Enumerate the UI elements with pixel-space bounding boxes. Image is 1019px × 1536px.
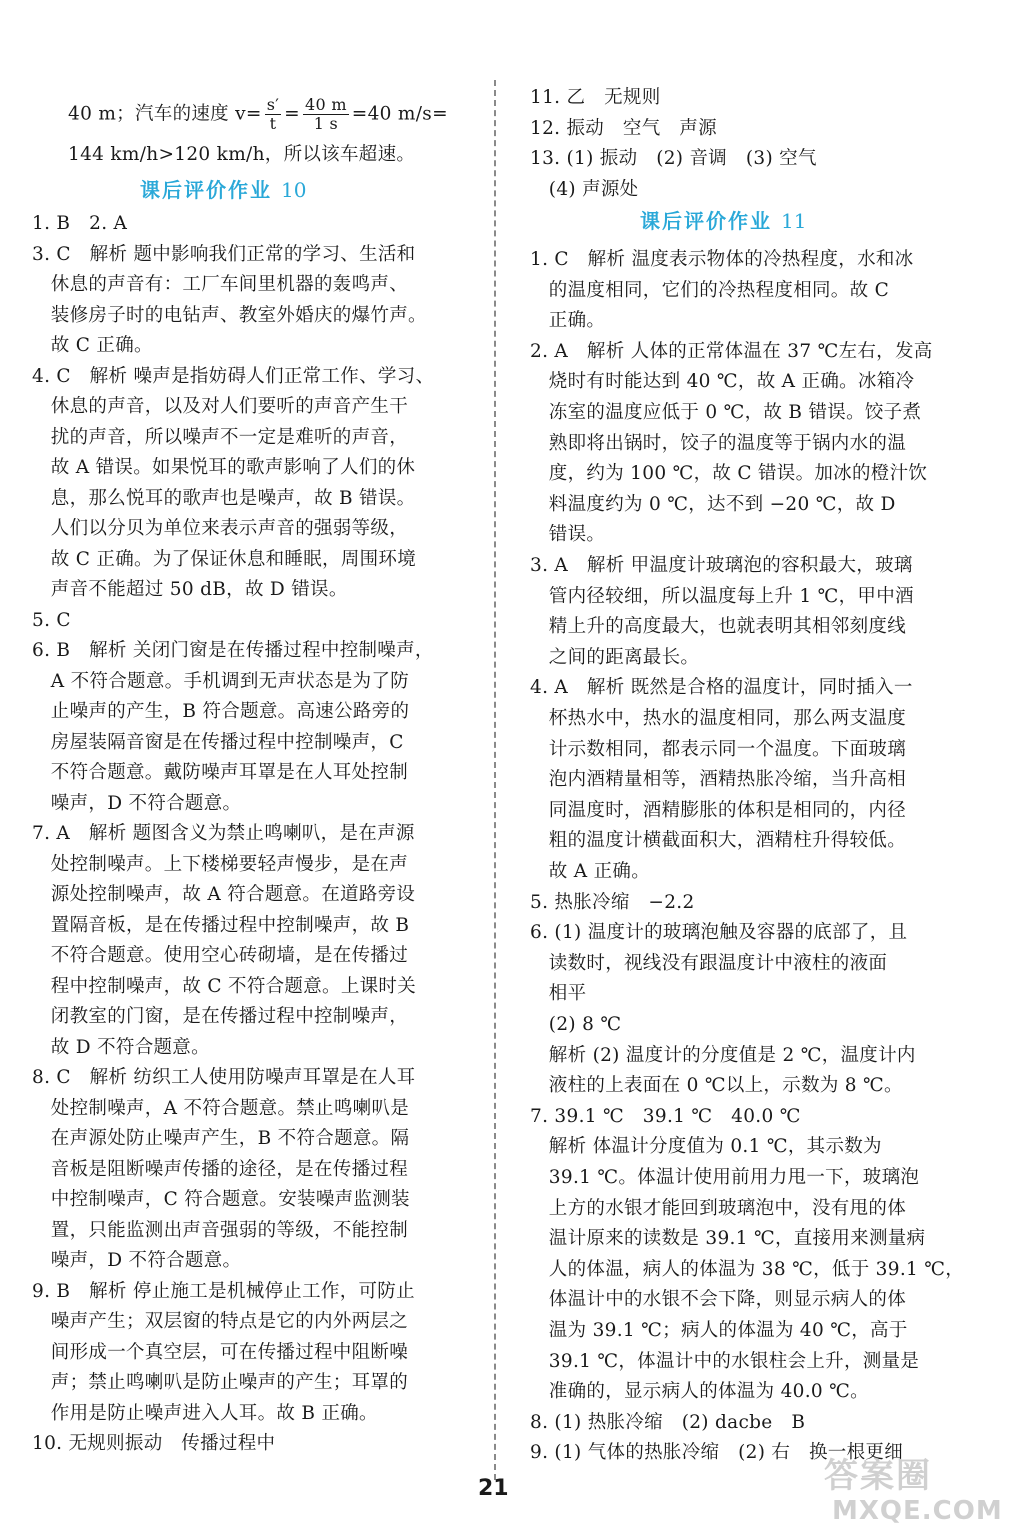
answer-line: 噪声，D 不符合题意。: [32, 1250, 242, 1271]
answer-line: 相平: [530, 983, 587, 1005]
answer-line: 故 A 正确。: [530, 861, 651, 882]
answer-line: 故 C 正确。: [32, 335, 153, 356]
heading-number: 11: [780, 209, 807, 233]
answer-line: 管内径较细，所以温度每上升 1 ℃，甲中酒: [530, 585, 914, 607]
answer-line: 39.1 ℃，体温计中的水银柱会上升，测量是: [530, 1350, 920, 1372]
answer-line: 置隔音板，是在传播过程中控制噪声，故 B: [32, 914, 410, 936]
answer-line: 中控制噪声，C 符合题意。安装噪声监测装: [32, 1189, 410, 1210]
answer-line: 粗的温度计横截面积大，酒精柱升得较低。: [530, 830, 907, 852]
answer-line: 9. (1) 气体的热胀冷缩 (2) 右 换一根更细: [530, 1442, 904, 1464]
answer-line: 6. (1) 温度计的玻璃泡触及容器的底部了，且: [530, 922, 908, 944]
answer-line: 装修房子时的电钻声、教室外婚庆的爆竹声。: [32, 304, 427, 326]
answer-line: 度，约为 100 ℃，故 C 错误。加冰的橙汁饮: [530, 463, 928, 485]
answer-line: 声音不能超过 50 dB，故 D 错误。: [32, 579, 348, 600]
answer-line: 8. C 解析 纺织工人使用防噪声耳罩是在人耳: [32, 1067, 416, 1088]
answer-line: 声；禁止鸣喇叭是防止噪声的产生；耳罩的: [32, 1372, 409, 1393]
velocity-line: [68, 96, 448, 133]
equals-sign: =: [284, 103, 300, 125]
velocity-text-post: =40 m/s=: [351, 103, 448, 125]
page-number: 21: [478, 1476, 509, 1501]
fraction-denominator: t: [269, 114, 277, 133]
answer-line: 故 D 不符合题意。: [32, 1036, 210, 1058]
answer-line: 息，那么悦耳的歌声也是噪声，故 B 错误。: [32, 487, 416, 509]
answer-line: 1. B 2. A: [32, 213, 128, 234]
answer-line: 解析 体温计分度值为 0.1 ℃，其示数为: [530, 1136, 882, 1158]
watermark-text-cn: 答案圈: [824, 1456, 932, 1496]
answer-line: 人们以分贝为单位来表示声音的强弱等级，: [32, 518, 409, 539]
answer-line: 10. 无规则振动 传播过程中: [32, 1433, 276, 1454]
fraction-s-over-t: [265, 96, 281, 133]
answer-line: 计示数相同，都表示同一个温度。下面玻璃: [530, 738, 907, 760]
answer-line: 扰的声音，所以噪声不一定是难听的声音，: [32, 426, 409, 448]
answer-line: 准确的，显示病人的体温为 40.0 ℃。: [530, 1381, 869, 1403]
answer-line: 噪声，D 不符合题意。: [32, 792, 242, 814]
answer-line: 休息的声音，以及对人们要听的声音产生干: [32, 396, 409, 417]
answer-line: (2) 8 ℃: [530, 1014, 622, 1035]
answer-line: 的温度相同，它们的冷热程度相同。故 C: [530, 279, 890, 301]
answer-line: 程中控制噪声，故 C 不符合题意。上课时关: [32, 975, 417, 997]
answer-line: 1. C 解析 温度表示物体的冷热程度，水和冰: [530, 249, 914, 270]
answer-line: 房屋装隔音窗是在传播过程中控制噪声，C: [32, 731, 404, 753]
answer-line: 8. (1) 热胀冷缩 (2) dacbe B: [530, 1411, 806, 1433]
answer-line: 13. (1) 振动 (2) 音调 (3) 空气: [530, 148, 817, 169]
answer-line: 精上升的高度最大，也就表明其相邻刻度线: [530, 616, 907, 638]
answer-line: 处控制噪声。上下楼梯要轻声慢步，是在声: [32, 853, 409, 875]
answer-line: 源处控制噪声，故 A 符合题意。在道路旁设: [32, 884, 416, 905]
watermark-logo: [818, 1448, 1008, 1530]
answer-line: 同温度时，酒精膨胀的体积是相同的，内径: [530, 799, 907, 821]
answer-line: 正确。: [530, 310, 606, 332]
answer-line: 烧时有时能达到 40 ℃，故 A 正确。冰箱冷: [530, 371, 915, 393]
answer-line: 不符合题意。使用空心砖砌墙，是在传播过: [32, 945, 409, 966]
section-heading-11: [640, 208, 806, 234]
velocity-text-pre: 40 m；汽车的速度 v=: [68, 103, 262, 125]
answer-line: 液柱的上表面在 0 ℃以上，示数为 8 ℃。: [530, 1075, 903, 1097]
answer-line: 置，只能监测出声音强弱的等级，不能控制: [32, 1219, 409, 1241]
answer-line: 人的体温，病人的体温为 38 ℃，低于 39.1 ℃，: [530, 1258, 965, 1280]
answer-line: 音板是阻断噪声传播的途径，是在传播过程: [32, 1158, 409, 1180]
answer-line: (4) 声源处: [530, 178, 639, 200]
fraction-numerator: 40 m: [304, 95, 347, 114]
fraction-40m-over-1s: [303, 96, 349, 133]
answer-line: 39.1 ℃。体温计使用前用力甩一下，玻璃泡: [530, 1167, 920, 1188]
answer-line: 错误。: [530, 524, 606, 546]
answer-line: 温计原来的读数是 39.1 ℃，直接用来测量病: [530, 1228, 926, 1250]
answer-line: 休息的声音有：工厂车间里机器的轰鸣声、: [32, 274, 409, 295]
answer-line: 3. C 解析 题中影响我们正常的学习、生活和: [32, 243, 416, 265]
fraction-numerator: s′: [266, 95, 280, 114]
answer-line: 11. 乙 无规则: [530, 87, 661, 108]
column-divider: [494, 80, 496, 1480]
answer-line: 处控制噪声，A 不符合题意。禁止鸣喇叭是: [32, 1097, 410, 1119]
answer-line: 熟即将出锅时，饺子的温度等于锅内水的温: [530, 432, 907, 454]
answer-line: 闭教室的门窗，是在传播过程中控制噪声，: [32, 1006, 409, 1027]
answer-line: 泡内酒精量相等，酒精热胀冷缩，当升高相: [530, 769, 907, 791]
section-heading-10: [140, 177, 306, 203]
answer-line: 故 C 正确。为了保证休息和睡眠，周围环境: [32, 548, 417, 570]
answer-line: 作用是防止噪声进入人耳。故 B 正确。: [32, 1402, 378, 1424]
answer-line: 在声源处防止噪声产生，B 不符合题意。隔: [32, 1128, 410, 1149]
answer-line: 12. 振动 空气 声源: [530, 117, 717, 139]
answer-line: 噪声产生；双层窗的特点是它的内外两层之: [32, 1311, 409, 1332]
velocity-conclusion: 144 km/h>120 km/h，所以该车超速。: [68, 144, 416, 165]
fraction-denominator: 1 s: [313, 114, 339, 133]
answer-line: 故 A 错误。如果悦耳的歌声影响了人们的休: [32, 457, 416, 478]
heading-number: 10: [280, 178, 307, 202]
answer-line: 5. 热胀冷缩 −2.2: [530, 891, 695, 913]
answer-line: A 不符合题意。手机调到无声状态是为了防: [32, 670, 410, 692]
answer-line: 4. C 解析 噪声是指妨碍人们正常工作、学习、: [32, 365, 435, 387]
heading-text: 课后评价作业: [140, 178, 272, 202]
answer-line: 间形成一个真空层，可在传播过程中阻断噪: [32, 1341, 409, 1363]
answer-line: 之间的距离最长。: [530, 646, 700, 668]
answer-line: 杯热水中，热水的温度相同，那么两支温度: [530, 708, 907, 729]
answer-line: 7. A 解析 题图含义为禁止鸣喇叭，是在声源: [32, 823, 415, 844]
answer-line: 3. A 解析 甲温度计玻璃泡的容积最大，玻璃: [530, 555, 913, 576]
answer-line: 上方的水银才能回到玻璃泡中，没有甩的体: [530, 1197, 907, 1219]
answer-line: 料温度约为 0 ℃，达不到 −20 ℃，故 D: [530, 493, 896, 515]
answer-line: 温为 39.1 ℃；病人的体温为 40 ℃，高于: [530, 1320, 908, 1341]
heading-text: 课后评价作业: [640, 209, 772, 233]
answer-line: 冻室的温度应低于 0 ℃，故 B 错误。饺子煮: [530, 402, 922, 423]
watermark-text-url: MXQE.COM: [832, 1496, 1003, 1526]
answer-line: 5. C: [32, 609, 71, 631]
answer-line: 止噪声的产生，B 符合题意。高速公路旁的: [32, 701, 410, 722]
answer-line: 2. A 解析 人体的正常体温在 37 ℃左右，发高: [530, 340, 933, 362]
answer-line: 7. 39.1 ℃ 39.1 ℃ 40.0 ℃: [530, 1105, 801, 1127]
answer-line: 解析 (2) 温度计的分度值是 2 ℃，温度计内: [530, 1044, 916, 1066]
answer-line: 体温计中的水银不会下降，则显示病人的体: [530, 1289, 907, 1311]
answer-line: 6. B 解析 关闭门窗是在传播过程中控制噪声，: [32, 640, 434, 661]
answer-line: 读数时，视线没有跟温度计中液柱的液面: [530, 952, 888, 974]
answer-line: 9. B 解析 停止施工是机械停止工作，可防止: [32, 1280, 415, 1302]
answer-line: 4. A 解析 既然是合格的温度计，同时插入一: [530, 677, 913, 699]
answer-line: 不符合题意。戴防噪声耳罩是在人耳处控制: [32, 762, 409, 783]
